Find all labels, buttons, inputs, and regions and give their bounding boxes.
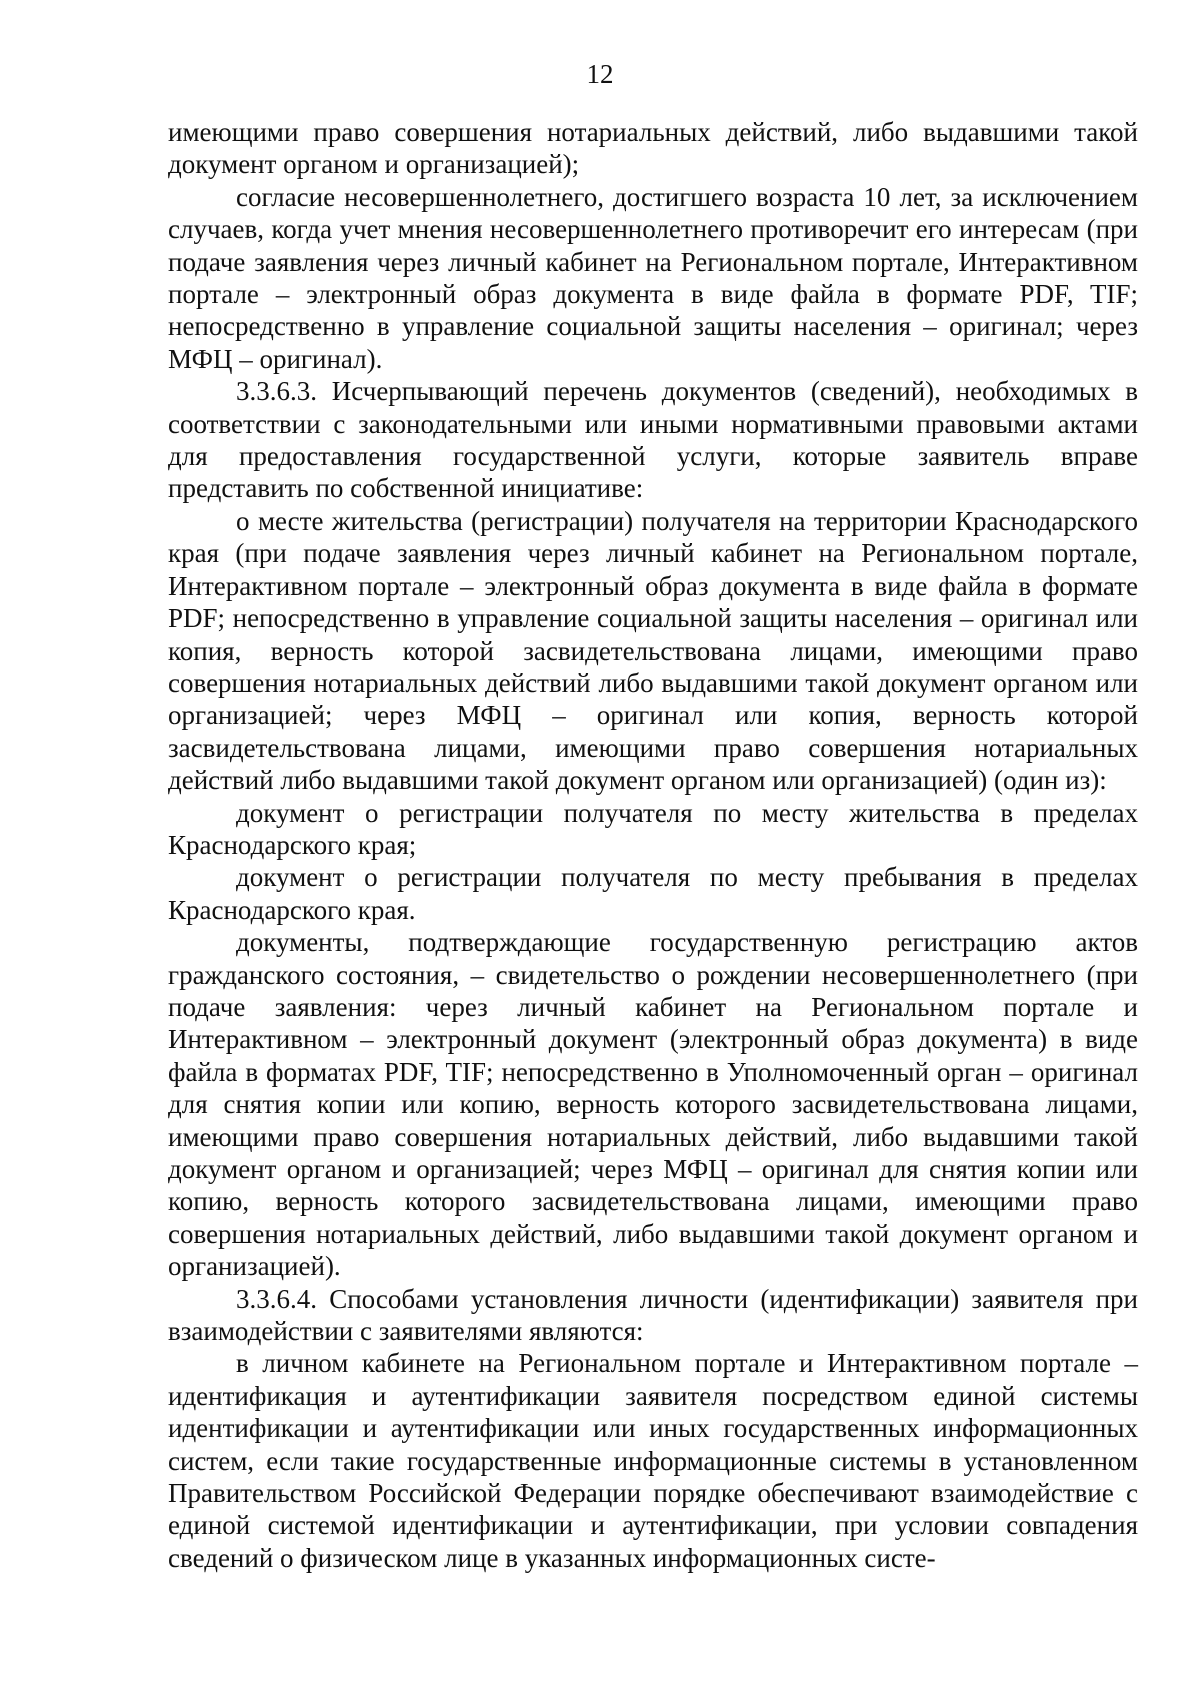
paragraph-continuation: имеющими право совершения нотариальных действий, либо выдавшими такой документ органом и организацией); bbox=[168, 117, 1138, 180]
paragraph-personal-cabinet-identification: в личном кабинете на Региональном портале и Интерактивном портале – идентификация и аутентификации заявителя посредством единой системы идентификации и аутентификации или иных государственных информационных систем, если такие государственные информационные системы в установленном Правительством Российской Федерации порядке обеспечивают взаимодействие с единой системой идентификации и аутентификации, при условии совпадения сведений о физическом лице в указанных информационных систе- bbox=[168, 1348, 1138, 1573]
page-number: 12 bbox=[586, 59, 614, 89]
paragraph-stay-document: документ о регистрации получателя по месту пребывания в пределах Краснодарского края. bbox=[168, 862, 1138, 925]
paragraph-section-3-3-6-3: 3.3.6.3. Исчерпывающий перечень документов (сведений), необходимых в соответствии с законодательными или иными нормативными правовыми актами для предоставления государственной услуги, которые заявитель вправе представить по собственной инициативе: bbox=[168, 376, 1138, 504]
paragraph-residence-registration: о месте жительства (регистрации) получателя на территории Краснодарского края (при подаче заявления через личный кабинет на Региональном портале, Интерактивном портале – электронный образ документа в виде файла в формате PDF; непосредственно в управление социальной защиты населения – оригинал или копия, верность которой засвидетельствована лицами, имеющими право совершения нотариальных действий либо выдавшими такой документ органом или организацией; через МФЦ – оригинал или копия, верность которой засвидетельствована лицами, имеющими право совершения нотариальных действий либо выдавшими такой документ органом или организацией) (один из): bbox=[168, 505, 1138, 796]
paragraph-residence-document: документ о регистрации получателя по месту жительства в пределах Краснодарского края; bbox=[168, 797, 1138, 860]
paragraph-civil-status-documents: документы, подтверждающие государственную регистрацию актов гражданского состояния, – свидетельство о рождении несовершеннолетнего (при подаче заявления: через личный кабинет на Региональном портале и Интерактивном – электронный документ (электронный образ документа) в виде файла в форматах PDF, TIF; непосредственно в Уполномоченный орган – оригинал для снятия копии или копию, верность которого засвидетельствована лицами, имеющими право совершения нотариальных действий, либо выдавшими такой документ органом и организацией; через МФЦ – оригинал для снятия копии или копию, верность которого засвидетельствована лицами, имеющими право совершения нотариальных действий, либо выдавшими такой документ органом и организацией). bbox=[168, 927, 1138, 1282]
paragraph-minor-consent: согласие несовершеннолетнего, достигшего возраста 10 лет, за исключением случаев, когда учет мнения несовершеннолетнего противоречит его интересам (при подаче заявления через личный кабинет на Региональном портале, Интерактивном портале – электронный образ документа в виде файла в формате PDF, TIF; непосредственно в управление социальной защиты населения – оригинал; через МФЦ – оригинал). bbox=[168, 181, 1138, 374]
paragraph-section-3-3-6-4: 3.3.6.4. Способами установления личности (идентификации) заявителя при взаимодействии с заявителями являются: bbox=[168, 1283, 1138, 1347]
document-body bbox=[168, 116, 1138, 1574]
